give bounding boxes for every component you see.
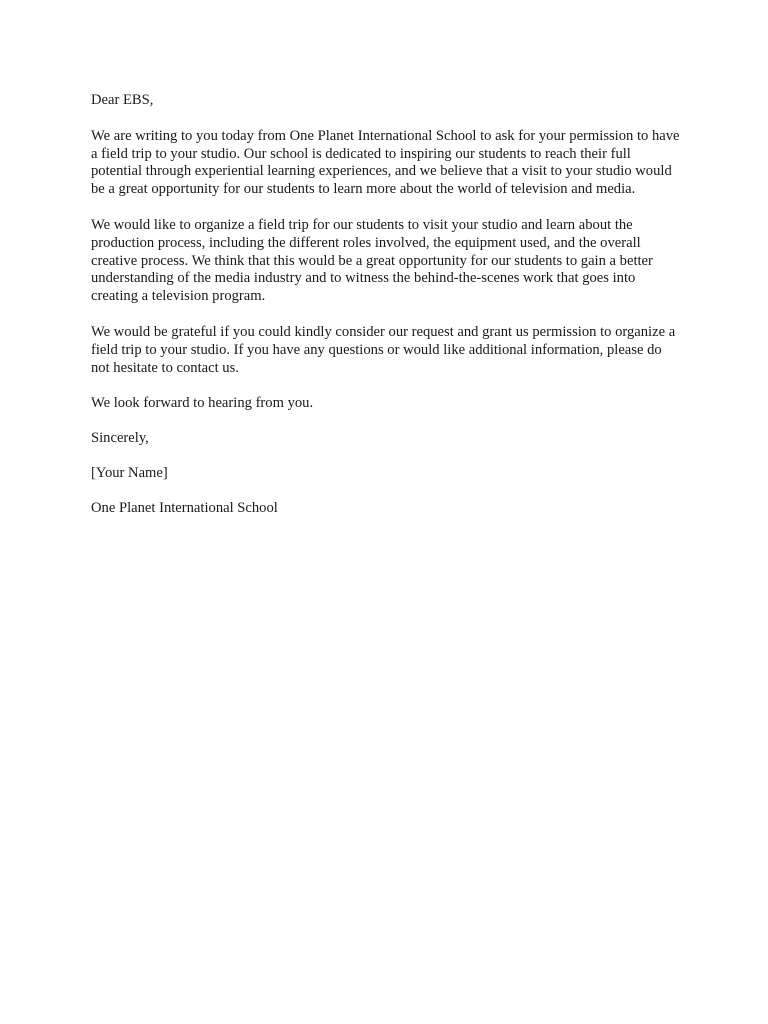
letter-greeting: Dear EBS, xyxy=(91,92,154,108)
letter-signoff: Sincerely, xyxy=(91,430,149,447)
signer-organization: One Planet International School xyxy=(91,499,278,516)
letter-closing-line: We look forward to hearing from you. xyxy=(91,395,314,412)
signer-name: [Your Name] xyxy=(91,464,168,481)
letter-paragraph-3: We would be grateful if you could kindly consider our request and grant us permission to organize a field trip to your studio. If you have any questions or would like additional information, please do not hesitate to contact us. xyxy=(91,323,676,376)
letter-paragraph-1: We are writing to you today from One Planet International School to ask for your permission to have a field trip to your studio. Our school is dedicated to inspiring our students to reach their full potential through experiential learning experiences, and we believe that a visit to your studio would be a great opportunity for our students to learn more about the world of television and media. xyxy=(91,127,680,198)
letter-paragraph-2: We would like to organize a field trip for our students to visit your studio and learn about the production process, including the different roles involved, the equipment used, and the overall creative process. We think that this would be a great opportunity for our students to gain a better understanding of the media industry and to witness the behind-the-scenes work that goes into creating a television program. xyxy=(91,216,653,305)
letter-body xyxy=(91,92,681,518)
